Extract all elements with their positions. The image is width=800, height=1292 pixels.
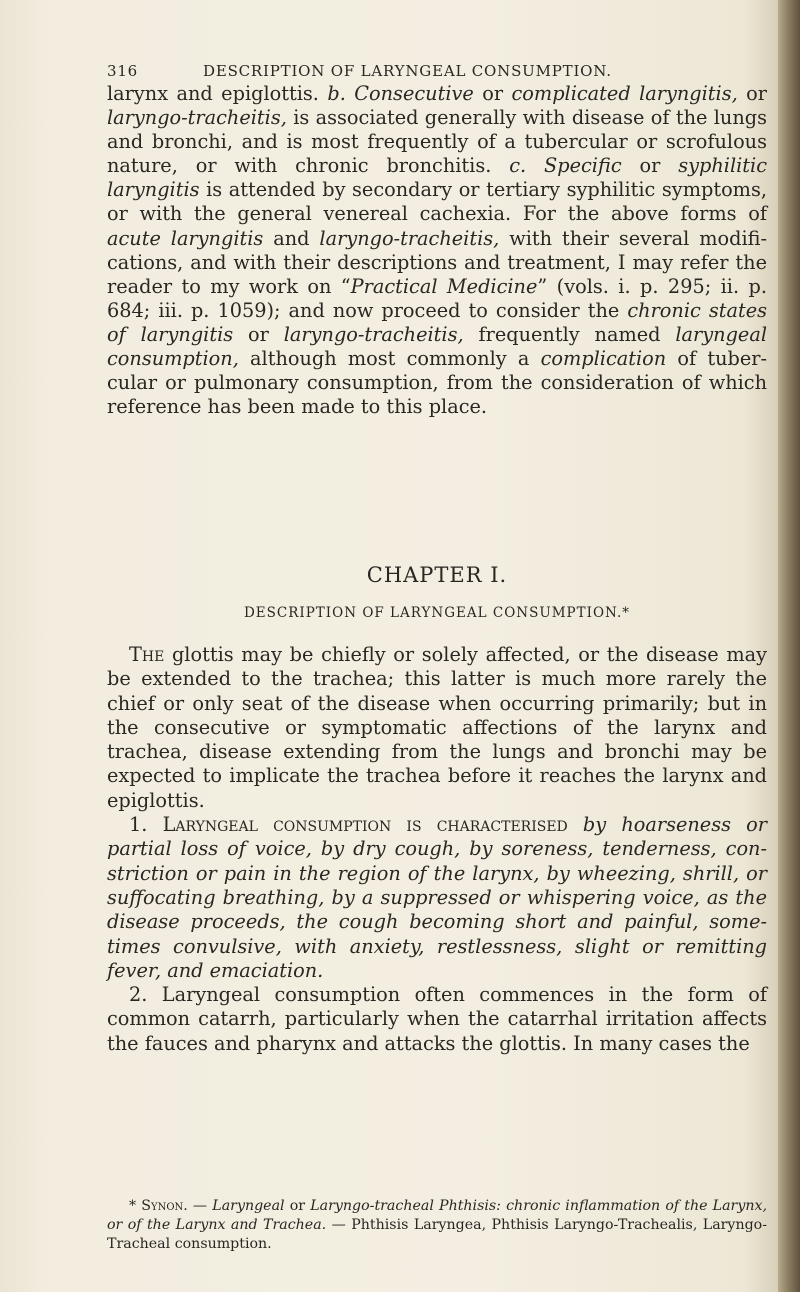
intro-paragraph [107, 82, 767, 419]
footnote-mark: * [129, 1198, 142, 1214]
text-run: or [621, 154, 679, 178]
paragraph-glottis [107, 643, 767, 813]
text-run: syphilitic laryngitis [107, 154, 767, 202]
text-run: ” (vols. i. p. 295; ii. p. 684; iii. p. 1059); and now proceed to consider the [107, 274, 767, 322]
footnote-synon: Synon. [141, 1198, 188, 1214]
running-title: DESCRIPTION OF LARYNGEAL CONSUMPTION. [203, 62, 612, 80]
book-spine-edge [778, 0, 800, 1292]
text-run: — Phthisis Laryngea, Phthisis Laryngo-Trachealis, Laryngo-Tracheal consumption. [107, 1217, 768, 1252]
text-run: b. Consecutive [327, 82, 474, 105]
text-run: c. Specific [509, 154, 622, 178]
text-run: with their several modifi-cations, and with their descriptions and treatment, I may refer the reader to my work on “ [107, 226, 768, 298]
text-run: of tuber-cular or pulmonary consumption, from the consideration of which reference has been made to this place. [107, 347, 767, 419]
text-run: — [187, 1198, 213, 1214]
paragraph-catarrh: 2. Laryngeal consumption often commences in the form of common catarrh, particularly when the catarrhal irritation affects the fauces and pharynx and attacks the glottis. In many cases the [107, 983, 767, 1055]
text-run: Practical Medicine [350, 274, 538, 298]
paragraph-number: 1. [129, 813, 163, 837]
text-run: or [233, 322, 284, 346]
text-run: by hoarseness or partial loss of voice, by dry cough, by soreness, tenderness, con-striction or pain in the region of the larynx, by wheezing, shrill, or suffocating breathing, by a suppressed or whispering voice, as the disease proceeds, the cough becoming short and painful, some-times convulsive, with anxiety, restlessness, slight or remitting fever, and emaciation. [107, 813, 767, 982]
chapter-body [107, 643, 767, 1056]
text-run: and [263, 226, 320, 250]
text-run: although most commonly a [238, 347, 541, 371]
text-run: larynx and epiglottis. [107, 82, 328, 105]
text-run: or [284, 1198, 311, 1214]
text-run: laryngo-tracheitis, [319, 226, 500, 250]
text-run: laryngeal consumption, [107, 322, 767, 371]
text-run: is attended by secondary or tertiary syphilitic symptoms, or with the general venereal cachexia. For the above forms of [107, 178, 767, 226]
chapter-subtitle: DESCRIPTION OF LARYNGEAL CONSUMPTION.* [243, 605, 631, 621]
chapter-heading: CHAPTER I. [366, 563, 508, 587]
text-run: frequently named [463, 322, 676, 346]
intro-text [107, 82, 767, 419]
text-run: or [473, 82, 512, 105]
text-run: Laryngo-tracheal Phthisis: chronic inflammation of the Larynx, or of the Larynx and Trachea. [107, 1198, 767, 1233]
text-run: complicated laryngitis, [511, 82, 738, 105]
text-run: chronic states of laryngitis [107, 298, 768, 346]
small-caps-run: Laryngeal consumption is characterised [162, 813, 568, 837]
paragraph-characterised [107, 813, 767, 983]
lead-word: The [129, 643, 165, 666]
text-run: is associated generally with disease of the lungs and bronchi, and is most frequently of a tubercular or scrofulous nature, or with chronic bronchitis. [107, 106, 767, 178]
text-run: glottis may be chiefly or solely affected, or the disease may be extended to the trachea; this latter is much more rarely the chief or only seat of the disease when occurring primarily; but in the consecutive or symptomatic affections of the larynx and trachea, disease extending from the lungs and bronchi may be expected to implicate the trachea before it reaches the larynx and epiglottis. [107, 643, 767, 812]
text-run: acute laryngitis [107, 226, 264, 250]
footnote [107, 1197, 767, 1254]
footnote-text [107, 1197, 767, 1254]
text-run: laryngo-tracheitis, [107, 106, 287, 130]
text-run: Laryngeal [212, 1198, 285, 1214]
text-run: complication [540, 347, 667, 371]
page-number: 316 [107, 62, 139, 80]
text-run: or [737, 82, 767, 105]
text-run: laryngo-tracheitis, [283, 322, 464, 346]
